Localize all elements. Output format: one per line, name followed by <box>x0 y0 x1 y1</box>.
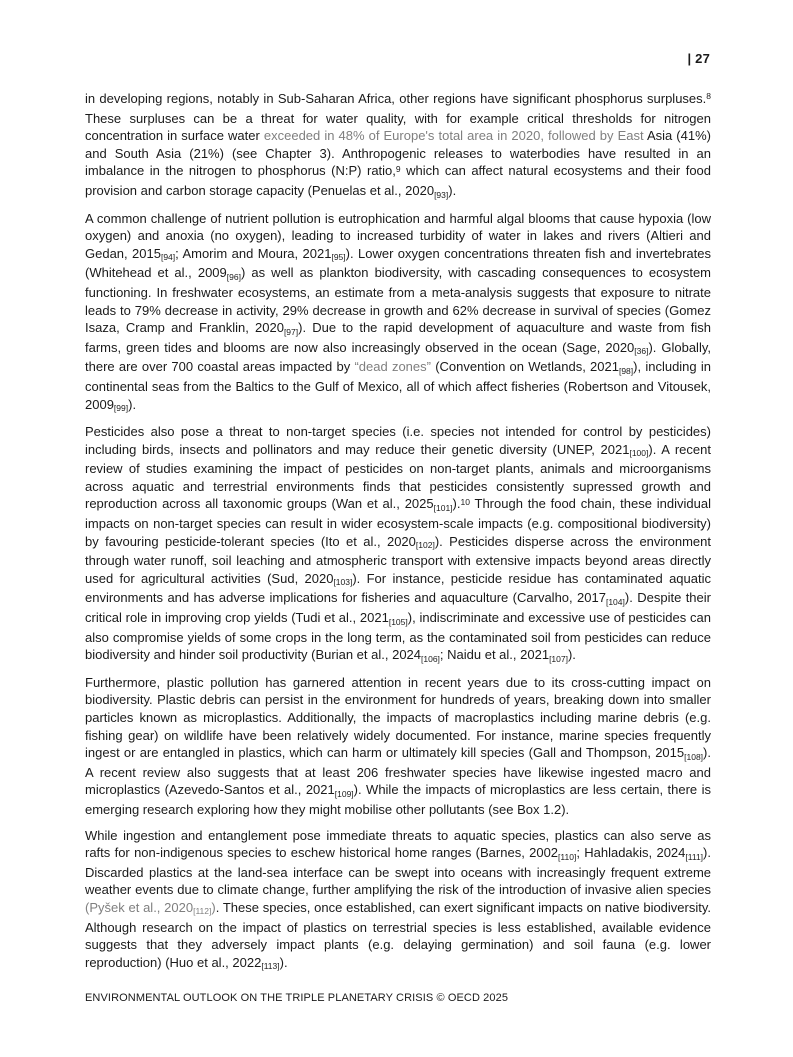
text-run-normal: Asia (41%) and South Asia (21%) (see Chapter 3). Anthropogenic releases to waterbodies have resulted in an imbalance in the nitrogen to phosphorus (N:P) ratio, <box>85 128 711 179</box>
text-run-normal: ), including in continental seas from the Baltics to the Gulf of Mexico, all of which affect fisheries (Robertson and Vitousek, 2009 <box>85 359 711 412</box>
footer-running-title: ENVIRONMENTAL OUTLOOK ON THE TRIPLE PLANETARY CRISIS © OECD 2025 <box>85 992 509 1004</box>
text-run-sub: [96] <box>226 271 241 282</box>
text-run-gray: (Pyšek et al., 2020 <box>85 899 194 915</box>
text-run-sub: [95] <box>331 252 346 263</box>
text-run-sub: [110] <box>558 851 577 862</box>
body-paragraph-phosphorus-surpluses <box>85 90 711 202</box>
text-run-sub: [94] <box>160 252 176 263</box>
text-run-normal: ). A recent review also suggests that at least 206 freshwater species have likewise ingested macro and microplastics (Azevedo-Santos et al., 2021 <box>85 745 711 798</box>
page-number: | 27 <box>687 51 710 66</box>
text-run-sub: [100] <box>629 448 649 459</box>
text-run-sub: [93] <box>434 189 449 200</box>
text-run-sub: [109] <box>334 788 354 799</box>
body-paragraph-plastics-invasive-species <box>85 827 711 974</box>
text-run-sub: [99] <box>113 403 129 414</box>
text-run-gray: “dead zones” <box>354 359 431 375</box>
text-run-sub: [113] <box>261 961 280 972</box>
text-run-normal: ). For instance, pesticide residue has contaminated aquatic environments and has adverse implications for fisheries and aquaculture (Carvalho, 2017 <box>85 570 711 606</box>
text-run-sub: [102] <box>415 540 435 551</box>
text-run-sub: [97] <box>283 326 299 337</box>
text-run-normal: ; Amorim and Moura, 2021 <box>175 245 332 261</box>
text-run-normal: ). Due to the rapid development of aquaculture and waste from fish farms, green tides and blooms are now also increasingly observed in the ocean (Sage, 2020 <box>85 320 711 355</box>
text-run-normal: While ingestion and entanglement pose immediate threats to aquatic species, plastics can also serve as rafts for non-indigenous species to eschew historical home ranges (Barnes, 2002 <box>85 827 711 861</box>
text-run-normal: ). <box>448 182 457 198</box>
text-run-sup: 9 <box>395 163 401 174</box>
text-run-normal: Through the food chain, these individual impacts on non-target species can result in wider ecosystem-scale impacts (e.g. compositional biodiversity) by favouring pesticide-tolerant species (Ito et al., 2020 <box>85 496 711 549</box>
text-run-normal: which can affect natural ecosystems and their food provision and carbon storage capacity (Penuelas et al., 2020 <box>85 163 712 198</box>
text-run-sub: [106] <box>421 653 440 664</box>
page-body-text <box>85 90 711 973</box>
text-run-normal: ; Hahladakis, 2024 <box>576 845 686 861</box>
text-run-normal: A common challenge of nutrient pollution is eutrophication and harmful algal blooms that cause hypoxia (low oxygen) and anoxia (no oxygen), leading to increased turbidity of water in lakes and rivers (Altieri and Gedan, 2015 <box>85 210 711 261</box>
text-run-normal: ). <box>128 396 137 412</box>
body-paragraph-nutrient-pollution <box>85 210 711 416</box>
body-paragraph-pesticides <box>85 423 711 666</box>
text-run-normal: (Convention on Wetlands, 2021 <box>430 359 619 375</box>
text-run-normal: ). Despite their critical role in improving crop yields (Tudi et al., 2021 <box>85 590 711 626</box>
text-run-sub: [103] <box>333 577 353 588</box>
text-run-normal: ). Pesticides disperse across the environment through water runoff, soil leaching and atmospheric transport with extensive impacts beyond areas directly used for agricultural activities (Sud, 2020 <box>85 533 711 586</box>
text-run-normal: ). Globally, there are over 700 coastal areas impacted by <box>85 339 711 375</box>
text-run-normal: ). <box>452 496 461 512</box>
text-run-normal: ; Naidu et al., 2021 <box>439 647 550 663</box>
text-run-normal: in developing regions, notably in Sub-Saharan Africa, other regions have significant phosphorus surpluses. <box>85 91 707 106</box>
text-run-normal: ), indiscriminate and excessive use of pesticides can also compromise yields of some crops in the long term, as the contaminated soil from pesticides can reduce biodiversity and hinder soil productivity (Burian et al., 2024 <box>85 610 711 663</box>
text-run-sub: [101] <box>433 503 453 514</box>
text-run-sub: [108] <box>684 751 704 762</box>
text-run-sub: [107] <box>549 653 568 664</box>
text-run-gray: ) <box>211 899 216 915</box>
text-run-normal: ). <box>279 954 288 970</box>
text-run-normal: ). Lower oxygen concentrations threaten fish and invertebrates (Whitehead et al., 2009 <box>85 245 711 281</box>
text-run-sup: 10 <box>460 496 470 507</box>
text-run-normal: ). While the impacts of microplastics are less certain, there is emerging research exploring how they might mobilise other pollutants (see Box 1.2). <box>85 782 711 817</box>
text-run-sub: [36] <box>634 346 649 357</box>
text-run-sub: [105] <box>388 616 408 627</box>
text-run-sub: [104] <box>605 596 625 607</box>
text-run-sup: 8 <box>706 91 711 102</box>
text-run-gray: exceeded in 48% of Europe's total area in 2020, followed by East <box>263 128 644 144</box>
text-run-normal: ). Discarded plastics at the land-sea interface can be swept into oceans with increasingly frequent extreme weather events due to climate change, further amplifying the risk of the introduction of invasive alien species <box>85 845 711 898</box>
text-run-normal: ). <box>567 647 576 663</box>
text-run-normal: . These species, once established, can exert significant impacts on native biodiversity. Although research on the impact of plastics on terrestrial species is less established, available evidence suggests that they adversely impact plants (e.g. delaying germination) and soil fauna (e.g. lower reproduction) (Huo et al., 2022 <box>85 899 712 970</box>
text-run-normal: Pesticides also pose a threat to non-target species (i.e. species not intended for control by pesticides) including birds, insects and pollinators and may reduce their genetic diversity (UNEP, 2021 <box>85 424 711 457</box>
text-run-normal: These surpluses can be a threat for water quality, with for example critical thresholds for nitrogen concentration in surface water <box>85 110 711 144</box>
text-run-sub: [111] <box>685 851 704 862</box>
text-run-normal: ) as well as plankton biodiversity, with cascading consequences to ecosystem functioning. In freshwater ecosystems, an estimate from a meta-analysis suggests that exposure to nitrate leads to 79% decrease in activity, 29% decrease in growth and 62% decrease in survival of species (Gomez Isaza, Cramp and Franklin, 2020 <box>85 265 712 336</box>
body-paragraph-plastic-pollution <box>85 674 711 819</box>
text-run-sub: [98] <box>618 365 634 376</box>
text-run-normal: ). A recent review of studies examining the impact of pesticides on non-target plants, animals and microorganisms across aquatic and terrestrial environments finds that pesticides consistently supressed growth and reproduction across all taxonomic groups (Wan et al., 2025 <box>85 441 711 512</box>
text-run-sub-gray: [112] <box>193 906 212 917</box>
text-run-normal: Furthermore, plastic pollution has garnered attention in recent years due to its cross-cutting impact on biodiversity. Plastic debris can persist in the environment for hundreds of years, breaking down into smaller particles known as microplastics. Additionally, the impacts of macroplastics including marine debris (e.g. fishing gear) on wildlife have been relatively widely documented. For instance, marine species frequently ingest or are entangled in plastics, which can harm or ultimately kill species (Gall and Thompson, 2015 <box>85 674 711 761</box>
